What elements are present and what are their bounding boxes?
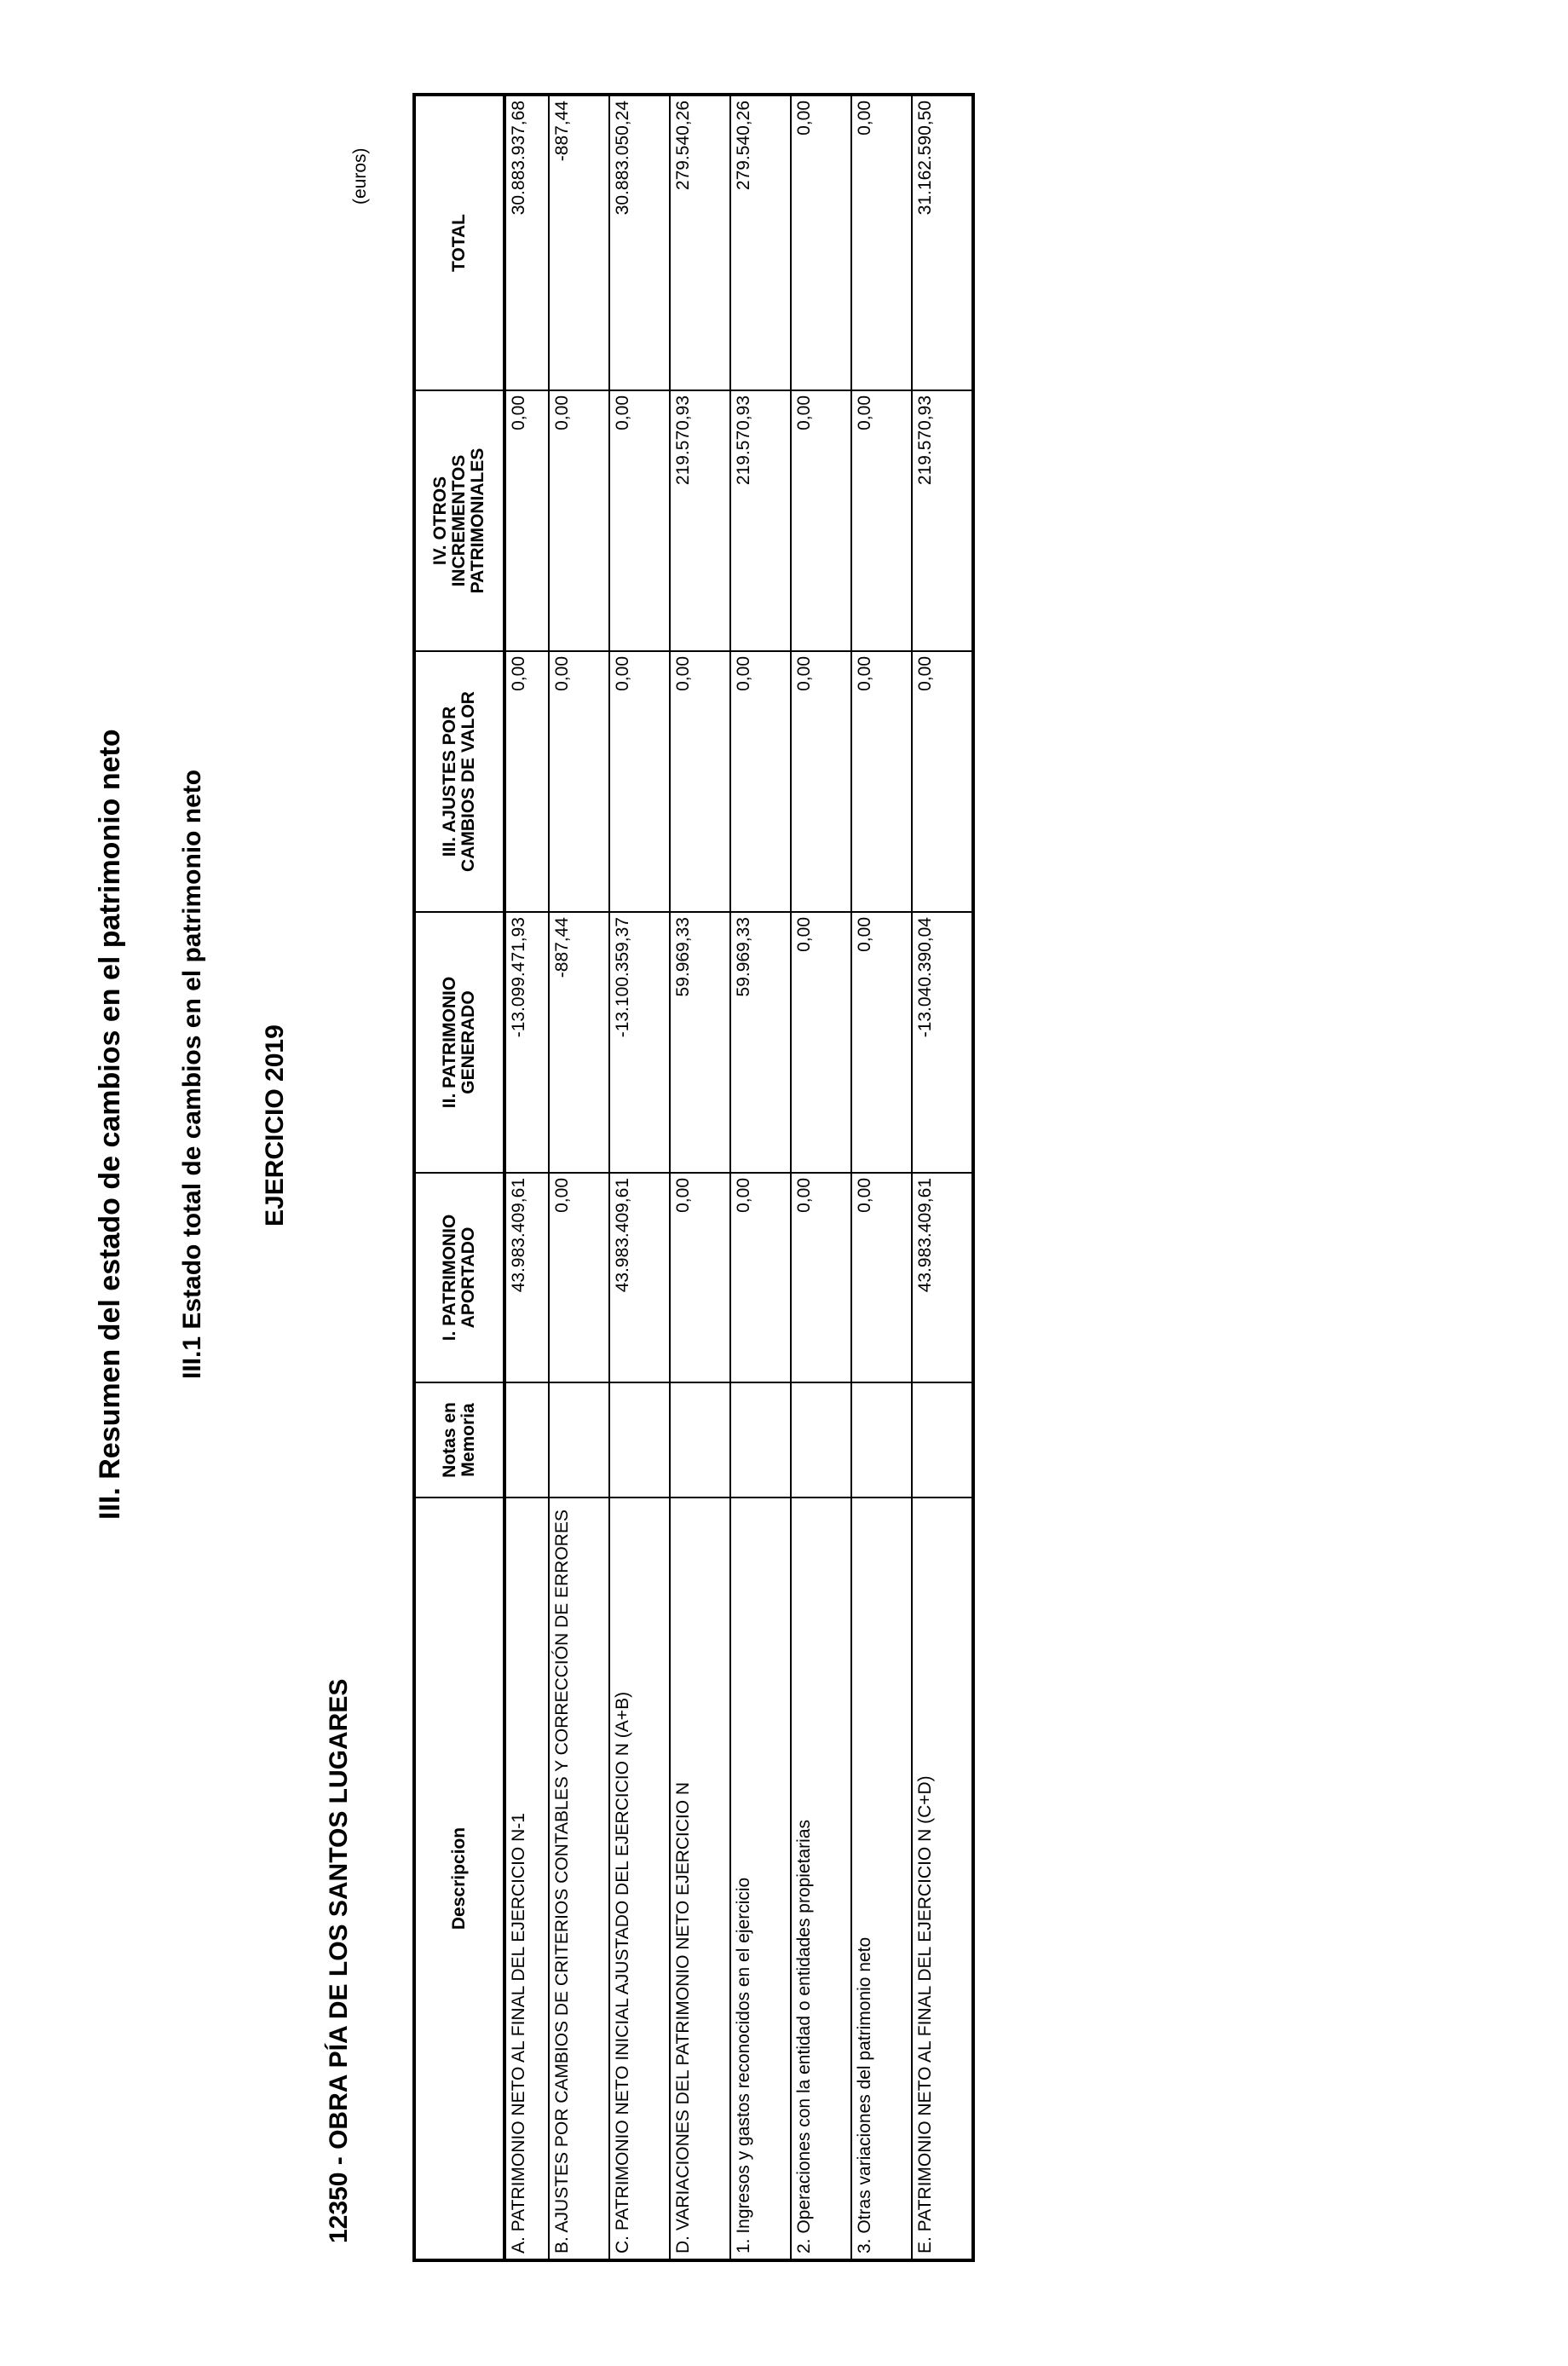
row-otros: 219.570,93 bbox=[670, 390, 730, 651]
row-notas bbox=[730, 1382, 791, 1498]
row-generado: -13.040.390,04 bbox=[912, 912, 973, 1173]
row-notas bbox=[609, 1382, 670, 1498]
table-row bbox=[670, 95, 730, 2260]
row-aportado: 43.983.409,61 bbox=[504, 1173, 549, 1382]
header-total: TOTAL bbox=[414, 95, 504, 390]
row-total: 31.162.590,50 bbox=[912, 95, 973, 390]
table-row bbox=[851, 95, 912, 2260]
table-row bbox=[730, 95, 791, 2260]
table-row bbox=[609, 95, 670, 2260]
row-description: 2. Operaciones con la entidad o entidades propietarias bbox=[791, 1498, 851, 2260]
row-description: B. AJUSTES POR CAMBIOS DE CRITERIOS CONTABLES Y CORRECCIÓN DE ERRORES bbox=[549, 1498, 609, 2260]
header-otros-incrementos: IV. OTROS INCREMENTOS PATRIMONIALES bbox=[414, 390, 504, 651]
header-descripcion: Descripcion bbox=[414, 1498, 504, 2260]
row-aportado: 0,00 bbox=[851, 1173, 912, 1382]
row-ajustes: 0,00 bbox=[670, 651, 730, 912]
row-aportado: 43.983.409,61 bbox=[609, 1173, 670, 1382]
header-patrimonio-generado: II. PATRIMONIO GENERADO bbox=[414, 912, 504, 1173]
row-otros: 0,00 bbox=[791, 390, 851, 651]
row-ajustes: 0,00 bbox=[504, 651, 549, 912]
row-otros: 219.570,93 bbox=[730, 390, 791, 651]
row-aportado: 0,00 bbox=[730, 1173, 791, 1382]
table-row bbox=[791, 95, 851, 2260]
period-title: EJERCICIO 2019 bbox=[261, 1024, 289, 1226]
row-aportado: 0,00 bbox=[549, 1173, 609, 1382]
row-generado: -13.099.471,93 bbox=[504, 912, 549, 1173]
row-ajustes: 0,00 bbox=[912, 651, 973, 912]
row-generado: 0,00 bbox=[791, 912, 851, 1173]
row-ajustes: 0,00 bbox=[730, 651, 791, 912]
row-total: 30.883.937,68 bbox=[504, 95, 549, 390]
row-notas bbox=[912, 1382, 973, 1498]
row-notas bbox=[791, 1382, 851, 1498]
row-notas bbox=[549, 1382, 609, 1498]
row-total: 0,00 bbox=[791, 95, 851, 390]
row-aportado: 0,00 bbox=[670, 1173, 730, 1382]
row-generado: 59.969,33 bbox=[670, 912, 730, 1173]
row-description: D. VARIACIONES DEL PATRIMONIO NETO EJERCICIO N bbox=[670, 1498, 730, 2260]
row-ajustes: 0,00 bbox=[549, 651, 609, 912]
row-ajustes: 0,00 bbox=[609, 651, 670, 912]
row-generado: 0,00 bbox=[851, 912, 912, 1173]
header-patrimonio-aportado: I. PATRIMONIO APORTADO bbox=[414, 1173, 504, 1382]
row-total: 279.540,26 bbox=[670, 95, 730, 390]
row-notas bbox=[670, 1382, 730, 1498]
row-total: 0,00 bbox=[851, 95, 912, 390]
row-generado: 59.969,33 bbox=[730, 912, 791, 1173]
row-otros: 0,00 bbox=[609, 390, 670, 651]
row-total: 30.883.050,24 bbox=[609, 95, 670, 390]
patrimony-table bbox=[412, 93, 975, 2262]
table-row bbox=[912, 95, 973, 2260]
row-otros: 0,00 bbox=[504, 390, 549, 651]
row-description: 1. Ingresos y gastos reconocidos en el ejercicio bbox=[730, 1498, 791, 2260]
row-description: C. PATRIMONIO NETO INICIAL AJUSTADO DEL EJERCICIO N (A+B) bbox=[609, 1498, 670, 2260]
header-ajustes-valor: III. AJUSTES POR CAMBIOS DE VALOR bbox=[414, 651, 504, 912]
row-notas bbox=[851, 1382, 912, 1498]
table-row bbox=[504, 95, 549, 2260]
row-notas bbox=[504, 1382, 549, 1498]
row-description: 3. Otras variaciones del patrimonio neto bbox=[851, 1498, 912, 2260]
section-title: III. Resumen del estado de cambios en el patrimonio neto bbox=[94, 729, 126, 1520]
entity-name: 12350 - OBRA PÍA DE LOS SANTOS LUGARES bbox=[325, 1678, 353, 2243]
row-ajustes: 0,00 bbox=[791, 651, 851, 912]
row-otros: 0,00 bbox=[851, 390, 912, 651]
table-row bbox=[549, 95, 609, 2260]
row-generado: -13.100.359,37 bbox=[609, 912, 670, 1173]
row-total: -887,44 bbox=[549, 95, 609, 390]
row-otros: 219.570,93 bbox=[912, 390, 973, 651]
row-total: 279.540,26 bbox=[730, 95, 791, 390]
subsection-title: III.1 Estado total de cambios en el patrimonio neto bbox=[178, 769, 206, 1379]
row-generado: -887,44 bbox=[549, 912, 609, 1173]
units-label: (euros) bbox=[350, 147, 370, 205]
row-ajustes: 0,00 bbox=[851, 651, 912, 912]
row-description: A. PATRIMONIO NETO AL FINAL DEL EJERCICIO N-1 bbox=[504, 1498, 549, 2260]
header-notas: Notas en Memoria bbox=[414, 1382, 504, 1498]
row-description: E. PATRIMONIO NETO AL FINAL DEL EJERCICIO N (C+D) bbox=[912, 1498, 973, 2260]
row-otros: 0,00 bbox=[549, 390, 609, 651]
row-aportado: 43.983.409,61 bbox=[912, 1173, 973, 1382]
row-aportado: 0,00 bbox=[791, 1173, 851, 1382]
header-row bbox=[414, 95, 504, 2260]
